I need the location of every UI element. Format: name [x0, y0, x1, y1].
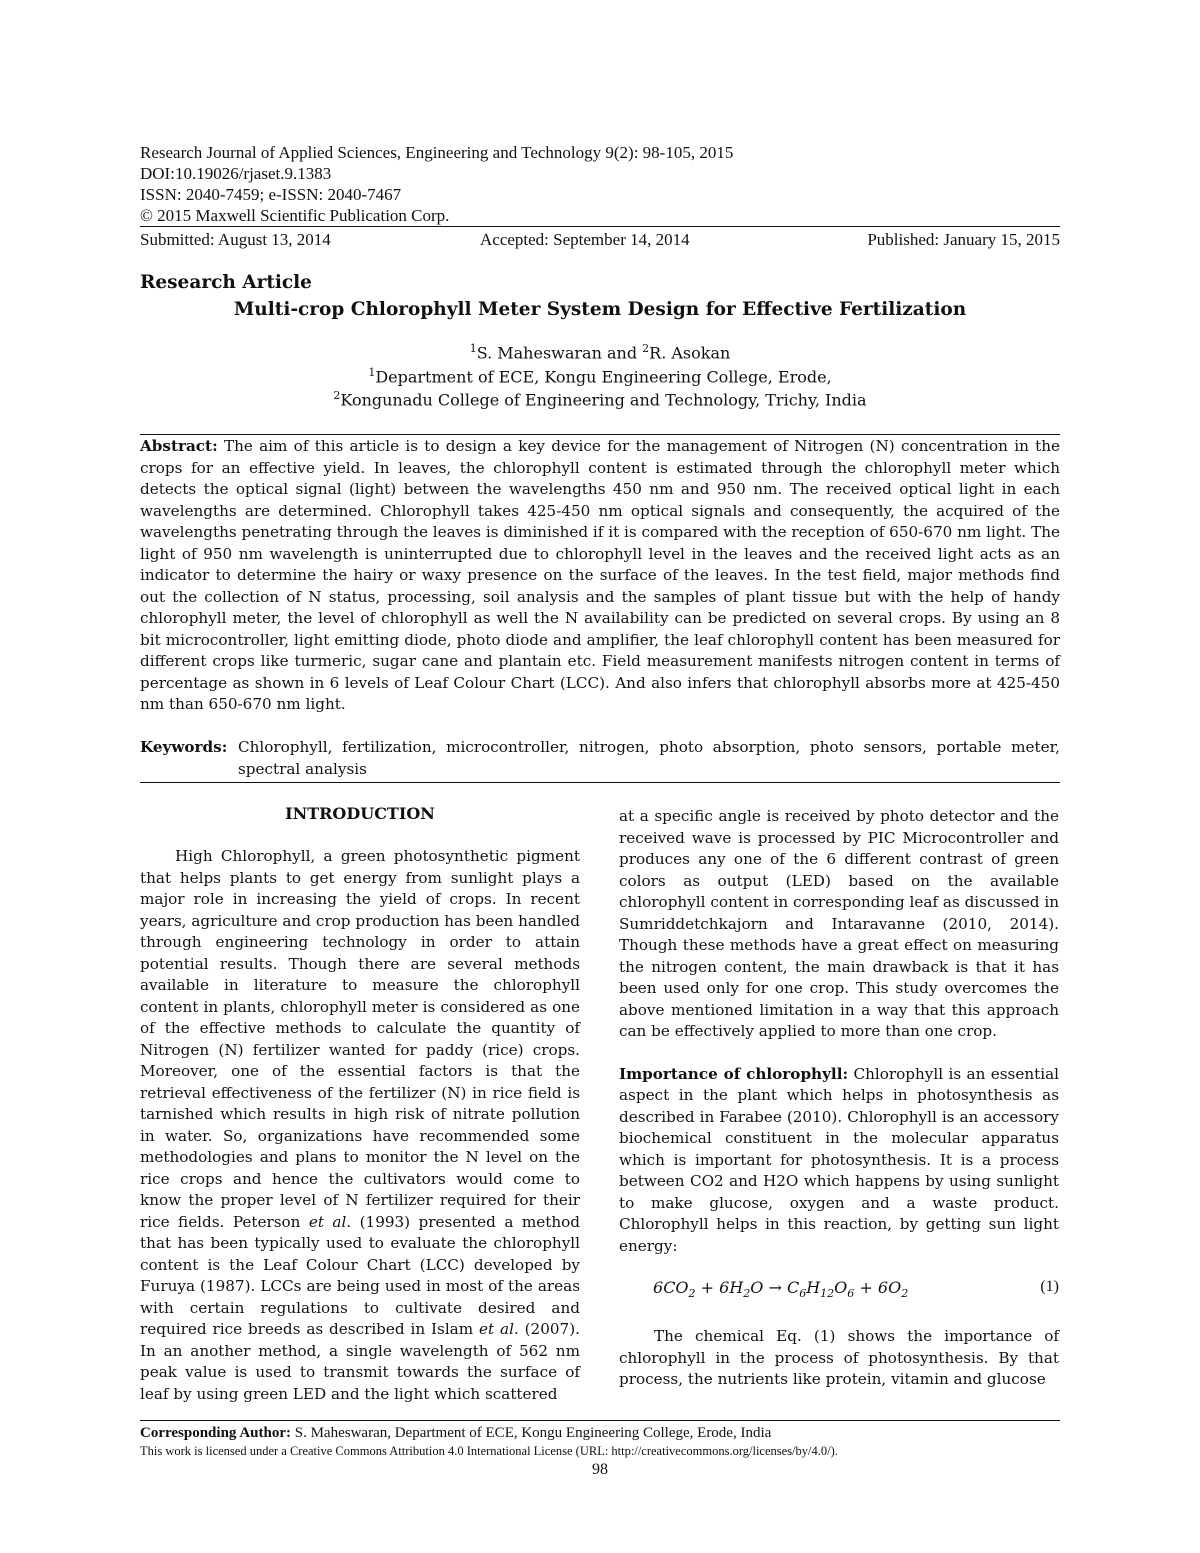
journal-header — [140, 142, 1060, 226]
license-note: This work is licensed under a Creative Commons Attribution 4.0 International License (URL: http://creativecommons.org/licenses/by/4.0/). — [140, 1444, 838, 1458]
copyright: © 2015 Maxwell Scientific Publication Corp. — [140, 206, 450, 225]
et-al-2: et al — [479, 1320, 514, 1338]
author1-superscript: 1 — [469, 342, 477, 355]
left-column — [140, 846, 580, 1405]
keywords-label: Keywords: — [140, 738, 228, 756]
journal-citation: Research Journal of Applied Sciences, Engineering and Technology 9(2): 98-105, 2015 — [140, 143, 734, 162]
keywords — [140, 737, 1060, 780]
abstract — [140, 436, 1060, 716]
author1: S. Maheswaran and — [476, 343, 643, 363]
author2-superscript: 2 — [642, 342, 650, 355]
article-type: Research Article — [140, 272, 312, 293]
after-equation-paragraph — [619, 1326, 1059, 1391]
corresponding-author-text: S. Maheswaran, Department of ECE, Kongu Engineering College, Erode, India — [291, 1425, 772, 1441]
issn: ISSN: 2040-7459; e-ISSN: 2040-7467 — [140, 185, 402, 204]
affiliation2-superscript: 2 — [333, 389, 341, 402]
affiliation-2 — [140, 389, 1060, 409]
doi: DOI:10.19026/rjaset.9.1383 — [140, 164, 332, 183]
header-rule — [140, 226, 1060, 227]
accepted-date: Accepted: September 14, 2014 — [480, 230, 690, 249]
article-title: Multi-crop Chlorophyll Meter System Design for Effective Fertilization — [233, 299, 967, 320]
affiliation2-text: Kongunadu College of Engineering and Technology, Trichy, India — [340, 390, 867, 410]
keywords-text: Chlorophyll, fertilization, microcontroller, nitrogen, photo absorption, photo sensors, portable meter, spectral analysis — [238, 738, 1060, 778]
keywords-bottom-rule — [140, 782, 1060, 783]
importance-text: Chlorophyll is an essential aspect in the plant which helps in photosynthesis as described in Farabee (2010). Chlorophyll is an accessory biochemical constituent in the molecular apparatus which is important for photosynthesis. It is a process between CO2 and H2O which happens by using sunlight to make glucose, oxygen and a waste product. Chlorophyll helps in this reaction, by getting sun light energy: — [619, 1064, 1059, 1255]
photosynthesis-equation: $6CO_2 + 6H_2O \to C_6H_{12}O_6 + 6O_2$ — [653, 1278, 909, 1301]
affiliation-1 — [140, 366, 1060, 386]
section-heading-introduction: INTRODUCTION — [285, 804, 435, 823]
intro-text-b: . (1993) presented a method that has been typically used to evaluate the chlorophyll content is the Leaf Colour Chart (LCC) developed by Furuya (1987). LCCs are being used in most of the areas with certain regulations to cultivate desired and required rice breeds as described in Islam — [140, 1212, 580, 1338]
abstract-label: Abstract: — [140, 437, 218, 455]
abstract-text: The aim of this article is to design a key device for the management of Nitrogen (N) concentration in the crops for an effective yield. In leaves, the chlorophyll content is estimated through the chlorophyll meter which detects the optical signal (light) between the wavelengths 450 nm and 950 nm. The received optical light in each wavelengths are determined. Chlorophyll takes 425-450 nm optical signals and consequently, the acquired of the wavelengths penetrating through the leaves is diminished if it is compared with the reception of 650-670 nm light. The light of 950 nm wavelength is uninterrupted due to chlorophyll level in the leaves and the received light acts as an indicator to determine the hairy or waxy presence on the surface of the leaves. In the test field, major methods find out the collection of N status, processing, soil analysis and the samples of plant tissue but with the help of handy chlorophyll meter, the level of chlorophyll as well the N availability can be predicted on several crops. By using an 8 bit microcontroller, light emitting diode, photo diode and amplifier, the leaf chlorophyll content has been measured for different crops like turmeric, sugar cane and plantain etc. Field measurement manifests nitrogen content in terms of percentage as shown in 6 levels of Leaf Colour Chart (LCC). And also infers that chlorophyll absorbs more at 425-450 nm than 650-670 nm light. — [140, 437, 1060, 713]
author2: R. Asokan — [649, 343, 731, 363]
intro-text-c: . (2007). In an another method, a single wavelength of 562 nm peak value is used to transmit towards the surface of leaf by using green LED and the light which scattered — [140, 1320, 580, 1403]
intro-text-a: High Chlorophyll, a green photosynthetic pigment that helps plants to get energy from sunlight plays a major role in increasing the yield of crops. In recent years, agriculture and crop production has been handled through engineering technology in order to attain potential results. Though there are several methods available in literature to measure the chlorophyll content in plants, chlorophyll meter is considered as one of the effective methods to calculate the quantity of Nitrogen (N) fertilizer wanted for paddy (rice) crops. Moreover, one of the essential factors is that the retrieval effectiveness of the fertilizer (N) in rice field is tarnished which results in high risk of nitrate pollution in water. So, organizations have recommended some methodologies and plans to monitor the N level on the rice crops and hence the cultivators would come to know the proper level of N fertilizer required for their rice fields. Peterson — [140, 847, 580, 1231]
affiliation1-superscript: 1 — [368, 366, 376, 379]
dates-row — [140, 229, 1060, 250]
page-number: 98 — [592, 1461, 608, 1478]
right-column — [619, 806, 1059, 1257]
equation-number: (1) — [1040, 1278, 1059, 1295]
importance-heading: Importance of chlorophyll: — [619, 1064, 849, 1083]
intro-continuation: at a specific angle is received by photo detector and the received wave is processed by PIC Microcontroller and produces any one of the 6 different contrast of green colors as output (LED) based on the available chlorophyll content in corresponding leaf as discussed in Sumriddetchkajorn and Intaravanne (2010, 2014). Though these methods have a great effect on measuring the nitrogen content, the main drawback is that it has been used only for one crop. This study overcomes the above mentioned limitation in a way that this approach can be effectively applied to more than one crop. — [619, 807, 1059, 1040]
abstract-top-rule — [140, 434, 1060, 435]
importance-paragraph — [619, 1064, 1059, 1258]
after-equation-text: The chemical Eq. (1) shows the importance of chlorophyll in the process of photosynthesis. By that process, the nutrients like protein, vitamin and glucose — [619, 1327, 1059, 1388]
affiliation1-text: Department of ECE, Kongu Engineering College, Erode, — [375, 367, 832, 387]
equation-1 — [619, 1278, 1059, 1304]
et-al-1: et al — [308, 1212, 347, 1231]
authors — [140, 342, 1060, 362]
published-date: Published: January 15, 2015 — [867, 230, 1060, 249]
submitted-date: Submitted: August 13, 2014 — [140, 230, 331, 249]
footer-rule — [140, 1420, 1060, 1421]
corresponding-author-label: Corresponding Author: — [140, 1425, 291, 1441]
corresponding-author — [140, 1424, 1060, 1443]
intro-paragraph — [140, 846, 580, 1405]
footer — [140, 1424, 1060, 1460]
